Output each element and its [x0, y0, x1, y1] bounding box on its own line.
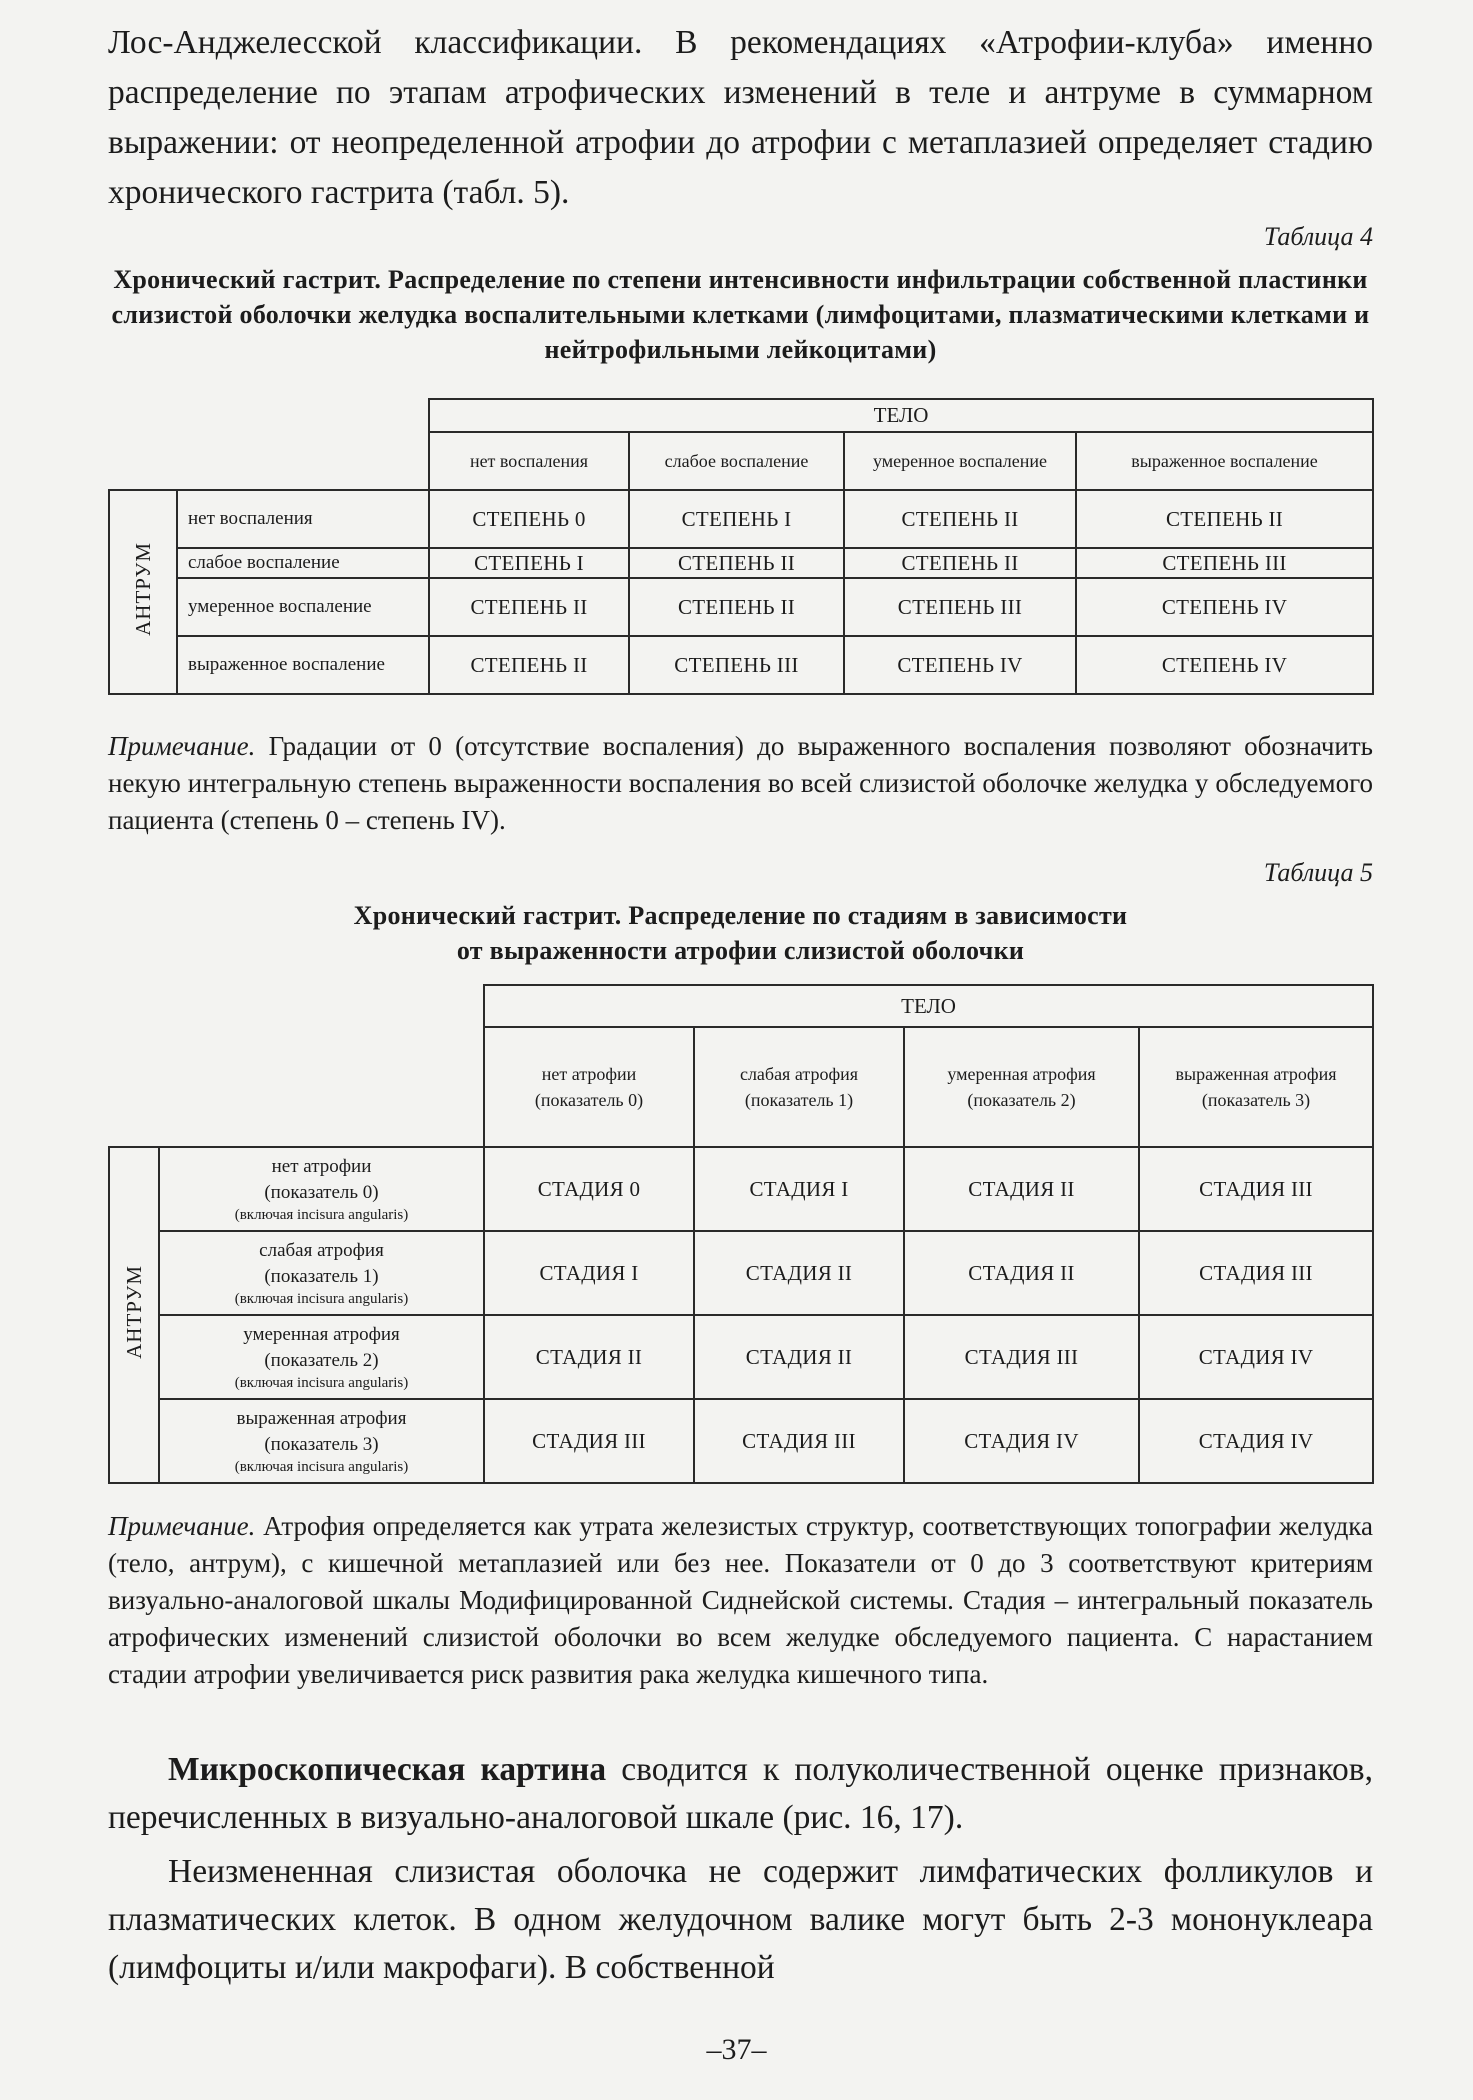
table5-cell: СТАДИЯ II	[904, 1147, 1139, 1231]
section-heading: Микроскопическая картина	[168, 1751, 607, 1788]
table4-group-row: АНТРУМ	[109, 490, 177, 694]
table5-cell: СТАДИЯ III	[484, 1399, 694, 1483]
table4-col-header: нет воспаления	[429, 432, 629, 490]
table4-cell: СТЕПЕНЬ II	[844, 548, 1076, 578]
table4-group-col: ТЕЛО	[429, 399, 1373, 432]
table5-group-col: ТЕЛО	[484, 985, 1373, 1027]
table4-cell: СТЕПЕНЬ II	[429, 636, 629, 694]
table4-cell: СТЕПЕНЬ II	[1076, 490, 1373, 548]
table5-col-header: нет атрофии (показатель 0)	[484, 1027, 694, 1147]
table4-cell: СТЕПЕНЬ IV	[1076, 636, 1373, 694]
table5-note-label: Примечание.	[108, 1511, 256, 1541]
table4-title: Хронический гастрит. Распределение по степени интенсивности инфильтрации собственной пластинки слизистой оболочки желудка воспалительными клетками (лимфоцитами, плазматическими клетками и нейтрофильными лейкоцитами)	[111, 265, 1370, 364]
table4-cell: СТЕПЕНЬ I	[429, 548, 629, 578]
page-number: –37–	[706, 2033, 767, 2066]
table4-note	[108, 728, 1373, 839]
table5-title-line: от выраженности атрофии слизистой оболочки	[456, 936, 1025, 965]
table4-row-header: слабое воспаление	[177, 548, 429, 578]
table5-row-header: выраженная атрофия (показатель 3) (включая incisura angularis)	[159, 1399, 484, 1483]
table4-cell: СТЕПЕНЬ III	[844, 578, 1076, 636]
table5-cell: СТАДИЯ III	[904, 1315, 1139, 1399]
table5-cell: СТАДИЯ I	[484, 1231, 694, 1315]
table5-note	[108, 1508, 1373, 1693]
table5-row-header: слабая атрофия (показатель 1) (включая incisura angularis)	[159, 1231, 484, 1315]
table4-cell: СТЕПЕНЬ II	[629, 548, 844, 578]
table5-col-header: слабая атрофия (показатель 1)	[694, 1027, 904, 1147]
table4-col-header: слабое воспаление	[629, 432, 844, 490]
table5-note-text: Атрофия определяется как утрата железистых структур, соответствующих топографии желудка (тело, антрум), с кишечной метаплазией или без нее. Показатели от 0 до 3 соответствуют критериям визуально-аналоговой шкалы Модифицированной Сиднейской системы. Стадия – интегральный показатель атрофических изменений слизистой оболочки во всем желудке обследуемого пациента. С нарастанием стадии атрофии увеличивается риск развития рака желудка кишечного типа.	[108, 1511, 1373, 1689]
table4-note-label: Примечание.	[108, 731, 256, 761]
table4-cell: СТЕПЕНЬ II	[629, 578, 844, 636]
table5-caption: Таблица 5	[1263, 858, 1373, 887]
table5-cell: СТАДИЯ III	[1139, 1147, 1373, 1231]
table4-row-header: умеренное воспаление	[177, 578, 429, 636]
table4-row-header: нет воспаления	[177, 490, 429, 548]
table4-cell: СТЕПЕНЬ I	[629, 490, 844, 548]
table4	[108, 398, 1374, 695]
table5-col-header: выраженная атрофия (показатель 3)	[1139, 1027, 1373, 1147]
table5	[108, 984, 1374, 1484]
intro-paragraph: Лос-Анджелесской классификации. В рекомендациях «Атрофии-клуба» именно распределение по этапам атрофических изменений в теле и антруме в суммарном выражении: от неопределенной атрофии до атрофии с метаплазией определяет стадию хронического гастрита (табл. 5).	[108, 24, 1373, 211]
table4-caption: Таблица 4	[1263, 222, 1373, 251]
table4-cell: СТЕПЕНЬ IV	[844, 636, 1076, 694]
table4-cell: СТЕПЕНЬ IV	[1076, 578, 1373, 636]
table5-cell: СТАДИЯ I	[694, 1147, 904, 1231]
table5-title-line: Хронический гастрит. Распределение по стадиям в зависимости	[353, 901, 1128, 930]
table5-cell: СТАДИЯ III	[694, 1399, 904, 1483]
table5-cell: СТАДИЯ 0	[484, 1147, 694, 1231]
table5-cell: СТАДИЯ II	[694, 1231, 904, 1315]
table5-row-header: умеренная атрофия (показатель 2) (включая incisura angularis)	[159, 1315, 484, 1399]
table5-group-row: АНТРУМ	[109, 1147, 159, 1483]
table4-note-text: Градации от 0 (отсутствие воспаления) до выраженного воспаления позволяют обозначить некую интегральную степень выраженности воспаления во всей слизистой оболочке желудка у обследуемого пациента (степень 0 – степень IV).	[108, 731, 1373, 835]
table4-cell: СТЕПЕНЬ III	[629, 636, 844, 694]
table5-cell: СТАДИЯ IV	[1139, 1399, 1373, 1483]
body-paragraph	[108, 1746, 1373, 1842]
table4-cell: СТЕПЕНЬ III	[1076, 548, 1373, 578]
table5-row-header: нет атрофии (показатель 0) (включая incisura angularis)	[159, 1147, 484, 1231]
body-paragraph: Неизмененная слизистая оболочка не содержит лимфатических фолликулов и плазматических клеток. В одном желудочном валике могут быть 2-3 мононуклеара (лимфоциты и/или макрофаги). В собственной	[108, 1853, 1373, 1986]
table4-row-header: выраженное воспаление	[177, 636, 429, 694]
table5-cell: СТАДИЯ IV	[1139, 1315, 1373, 1399]
table4-col-header: выраженное воспаление	[1076, 432, 1373, 490]
table4-cell: СТЕПЕНЬ II	[844, 490, 1076, 548]
table4-cell: СТЕПЕНЬ II	[429, 578, 629, 636]
table5-cell: СТАДИЯ IV	[904, 1399, 1139, 1483]
table4-cell: СТЕПЕНЬ 0	[429, 490, 629, 548]
table5-title	[108, 898, 1373, 968]
table5-cell: СТАДИЯ III	[1139, 1231, 1373, 1315]
body-paragraph-text: сводится к полуколичественной оценке признаков, перечисленных в визуально-аналоговой шкале (рис. 16, 17).	[108, 1751, 1373, 1836]
table5-col-header: умеренная атрофия (показатель 2)	[904, 1027, 1139, 1147]
table5-cell: СТАДИЯ II	[904, 1231, 1139, 1315]
table5-cell: СТАДИЯ II	[694, 1315, 904, 1399]
table5-cell: СТАДИЯ II	[484, 1315, 694, 1399]
table4-col-header: умеренное воспаление	[844, 432, 1076, 490]
